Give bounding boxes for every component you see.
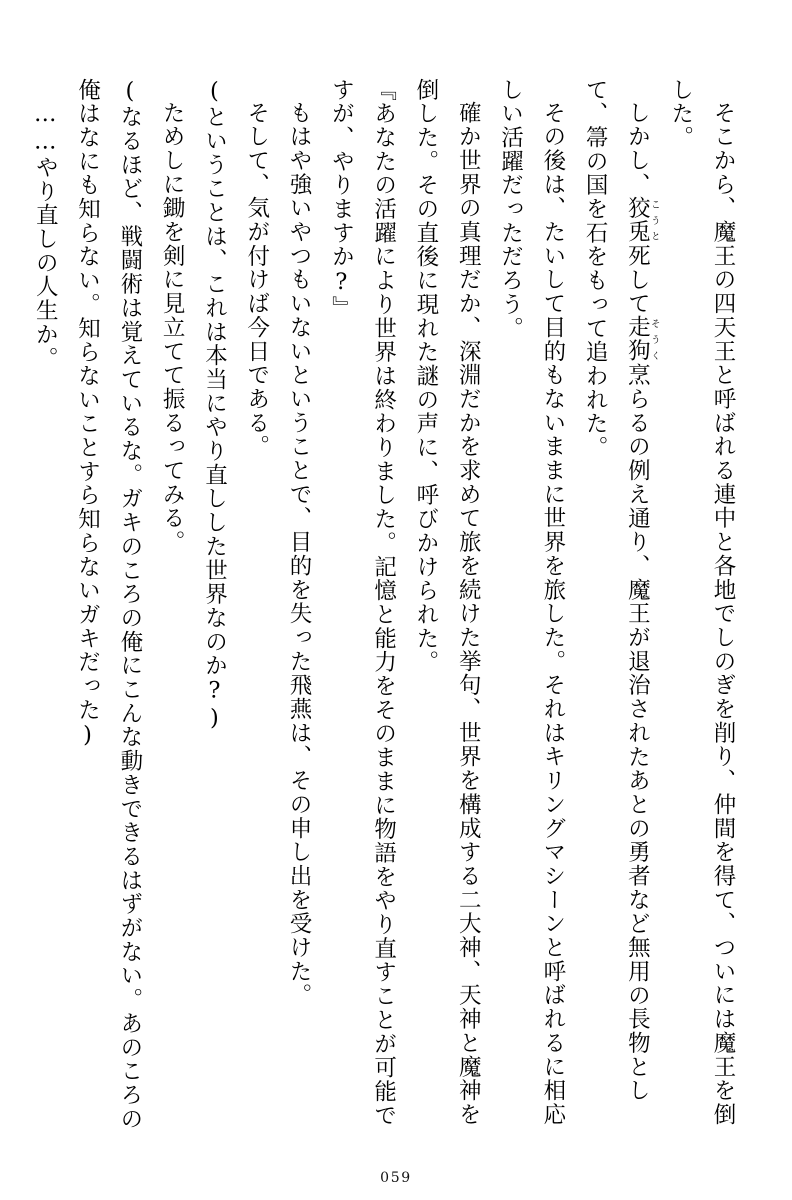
paragraph-8: (ということは、これは本当にやり直しした世界なのか?): [201, 78, 228, 733]
paragraph-2-part-c: 烹らるの例え通り、魔王が退治されたあとの勇者など無用の長物として、箒の国を石をもって追われた。: [582, 78, 651, 1103]
ruby-souku: 走狗そうく: [624, 315, 660, 363]
paragraph-2-part-a: しかし、: [624, 100, 651, 196]
ruby-reading-kouto: こうと: [648, 195, 660, 244]
paragraph-10: (なるほど、戦闘術は覚えているな。ガキのころの俺にこんな動きできるはずがない。あのころの俺はなにも知らない。知らないことすら知らないガキだった): [74, 78, 143, 1131]
page-number: 059: [380, 1170, 412, 1186]
paragraph-2: [574, 78, 660, 1148]
paragraph-4: 確か世界の真理だか、深淵だかを求めて旅を続けた挙句、世界を構成する二大神、天神と魔神を倒した。その直後に現れた謎の声に、呼びかけられた。: [412, 78, 482, 1127]
paragraph-9: ためしに鋤を剣に見立てて振るってみる。: [159, 100, 186, 554]
ruby-reading-souku: そうく: [648, 315, 660, 363]
paragraph-11: ……やり直しの人生か。: [32, 100, 59, 370]
paragraph-2-part-b: 死して: [624, 243, 651, 316]
paragraph-6: もはや強いやつもいないということで、目的を失った飛燕は、その申し出を受けた。: [286, 100, 313, 1007]
paragraph-3: その後は、たいして目的もないままに世界を旅した。それはキリングマシーンと呼ばれるに相応しい活躍だっただろう。: [497, 78, 566, 1127]
ruby-kouto: 狡兎こうと: [624, 195, 660, 244]
paragraph-5: 『あなたの活躍により世界は終わりました。記憶と能力をそのままに物語をやり直すことが可能ですが、やりますか?』: [328, 78, 397, 1128]
vertical-text-body: [32, 78, 744, 1148]
paragraph-1: そこから、魔王の四天王と呼ばれる連中と各地でしのぎを削り、仲間を得て、ついには魔王を倒した。: [667, 78, 736, 1127]
paragraph-7: そして、気が付けば今日である。: [243, 100, 270, 459]
